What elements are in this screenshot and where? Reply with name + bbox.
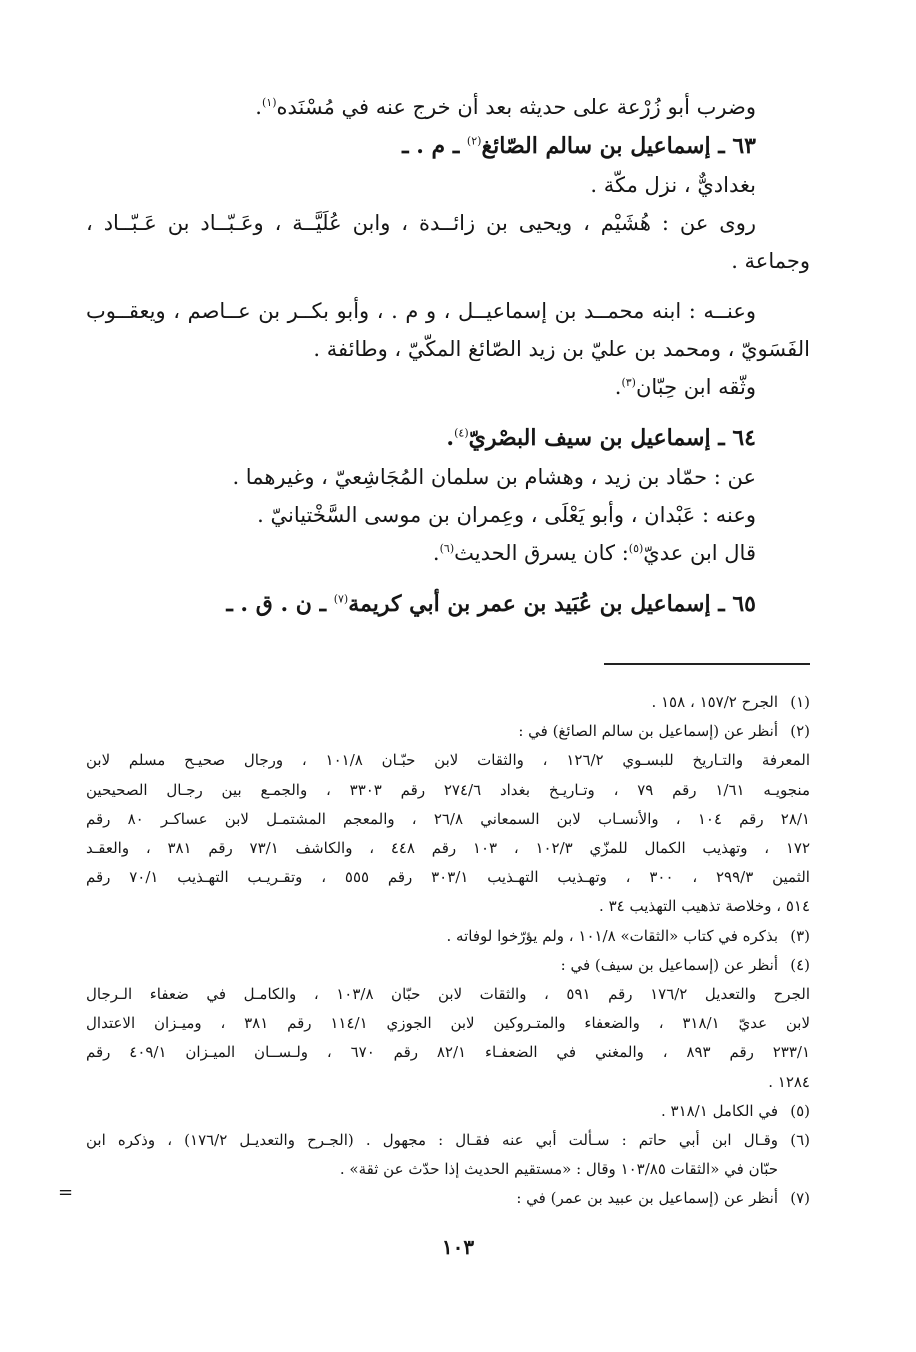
footnote-ref[interactable]: (٣) [621,376,636,389]
footnote-separator [604,663,810,665]
text-line: عن : حمّاد بن زيد ، وهشام بن سلمان المُجَاشِعيّ ، وغيرهما . [232,465,756,489]
heading-suffix: ـ م . ـ [402,133,467,159]
entry-heading-64 [86,418,810,458]
text-line [86,534,810,572]
footnote-line: بذكره في كتاب «الثقات» ١٠١/٨ ، ولم يؤرّخوا لوفاته . [446,926,778,945]
footnote-number: (٤) [790,955,810,974]
footnote-number: (١) [790,693,810,711]
heading-suffix: . [446,425,455,451]
footnotes [86,688,810,1214]
footnote-number: (٧) [790,1189,810,1208]
footnote-2 [86,717,810,921]
footnote-1 [86,688,810,717]
footnote-ref[interactable]: (٤) [454,426,469,440]
spacer [86,406,810,418]
spacer [86,280,810,292]
footnote-7 [86,1184,810,1213]
footnote-line: أنظر عن (إسماعيل بن عبيد بن عمر) في : [516,1189,778,1208]
footnote-line: ٥١٤ ، وخلاصة تذهيب التهذيب ٣٤ . [599,897,810,916]
continuation-mark: = [58,1182,74,1203]
footnote-body [86,951,811,1097]
line-end: . [614,375,622,399]
page-number: ١٠٣ [441,1235,475,1259]
footnote-number: (٥) [790,1101,810,1120]
text-line: وعنه : عَبْدان ، وأبو يَعْلَى ، وعِمران بن موسى السَّخْتيانيّ . [257,503,756,527]
footnote-number: (٦) [790,1131,810,1150]
main-text [86,88,810,624]
footnote-body [86,1097,778,1126]
text-line [86,88,810,126]
footnote-line: ١٧٢ ، وتهذيب الكمال للمزّي ١٠٢/٣ ، ١٠٣ رقم ٤٤٨ ، والكاشف ٧٣/١ رقم ٣٨١ ، والعقـد [86,839,811,858]
footnote-line: وقـال ابن أبي حاتم : سـألت أبي عنه فقـال : مجهول . (الجـرح والتعديـل ١٧٦/٢) ، وذكره ابن [86,1131,778,1150]
footnote-body [86,1184,778,1213]
line-text: وثّقه ابن حِبّان [635,375,756,399]
footnote-line: ٢٣٣/١ رقم ٨٩٣ ، والمغني في الضعفـاء ٨٢/١ رقم ٦٧٠ ، ولـســان الميـزان ٤٠٩/١ رقم [86,1043,811,1062]
footnote-body [86,922,778,951]
text-line: وجماعة . [731,249,810,273]
footnote-line: لابن عديّ ٣١٨/١ ، والضعفاء والمتـروكين لابن الجوزي ١١٤/١ رقم ٣٨١ ، وميـزان الاعتدال [86,1014,811,1033]
footnote-ref[interactable]: (٦) [439,542,455,555]
footnote-ref[interactable]: (٥) [628,542,644,555]
line-end: . [432,541,440,565]
footnote-line: منجويـه ١/٦١ رقم ٧٩ ، وتـاريـخ بغداد ٢٧٤/٦ رقم ٣٣٠٣ ، والجمـع بين رجـال الصحيحين [86,780,810,799]
footnote-6 [86,1126,810,1184]
footnote-line: ١٢٨٤ . [768,1072,810,1091]
heading-text: ٦٥ ـ إسماعيل بن عُبَيد بن عمر بن أبي كريمة [348,591,756,617]
footnote-line: حبّان في «الثقات ١٠٣/٨٥ وقال : «مستقيم الحديث إذا حدّث عن ثقة» . [339,1160,778,1179]
line-text: : كان يسرق الحديث [454,541,629,565]
line-text: قال ابن عديّ [643,541,756,565]
heading-suffix: ـ ن . ق . ـ [226,591,334,617]
text-line: الفَسَويّ ، ومحمد بن عليّ بن زيد الصّائغ المكّيّ ، وطائفة . [313,337,810,361]
footnote-line: أنظر عن (إسماعيل بن سيف) في : [560,955,778,974]
footnote-4 [86,951,810,1097]
text-line [86,368,810,406]
footnote-body [86,688,778,717]
footnote-line: في الكامل ٣١٨/١ . [660,1101,778,1120]
footnote-line: الثمين ٢٩٩/٣ ، ٣٠٠ ، وتهـذيب التهـذيب ٣٠٣/١ رقم ٥٥٥ ، وتقـريـب التهـذيب ٧٠/١ رقم [86,868,810,887]
footnote-line: المعرفة والتـاريخ للبسـوي ١٢٦/٢ ، والثقات لابن حبّـان ١٠١/٨ ، ورجال صحيـح مسلم لابن [86,751,811,770]
text-line: بغداديٌّ ، نزل مكّة . [590,173,756,197]
footnote-line: أنظر عن (إسماعيل بن سالم الصائغ) في : [518,722,778,741]
footnote-number: (٣) [790,926,810,945]
footnote-body [86,717,811,921]
footnote-body [86,1126,778,1184]
footnote-ref[interactable]: (٢) [466,134,482,148]
text-line: روى عن : هُشَيْم ، ويحيى بن زائــدة ، وابن عُلَيَّــة ، وعَـبّــاد بن عَـبّــاد ، [86,211,756,235]
text-line: وعنــه : ابنه محمــد بن إسماعيــل ، و م . ، وأبو بكــر بن عــاصم ، ويعقــوب [86,299,756,323]
footnote-line: ٢٨/١ رقم ١٠٤ ، والأنسـاب لابن السمعاني ٢٦/٨ ، والمعجم المشتمـل لابن عساكـر ٨٠ رقم [86,809,810,828]
footnote-line: الجرح ١٥٧/٢ ، ١٥٨ . [651,693,778,711]
entry-heading-65 [86,584,810,624]
heading-text: ٦٤ ـ إسماعيل بن سيف البصْريّ [468,425,756,451]
line-end: . [255,95,262,119]
footnote-line: الجرح والتعديل ١٧٦/٢ رقم ٥٩١ ، والثقات لابن حبّان ١٠٣/٨ ، والكامـل في ضعفاء الـرجال [86,985,810,1004]
footnote-3 [86,922,810,951]
entry-heading-63 [86,126,810,166]
footnote-ref[interactable]: (١) [261,96,277,109]
heading-text: ٦٣ ـ إسماعيل بن سالم الصّائغ [481,133,756,159]
footnote-5 [86,1097,810,1126]
footnote-number: (٢) [790,722,810,741]
footnote-ref[interactable]: (٧) [333,592,349,606]
spacer [86,572,810,584]
line-text: وضرب أبو زُرْعة على حديثه بعد أن خرج عنه في مُسْنَده [276,95,756,119]
